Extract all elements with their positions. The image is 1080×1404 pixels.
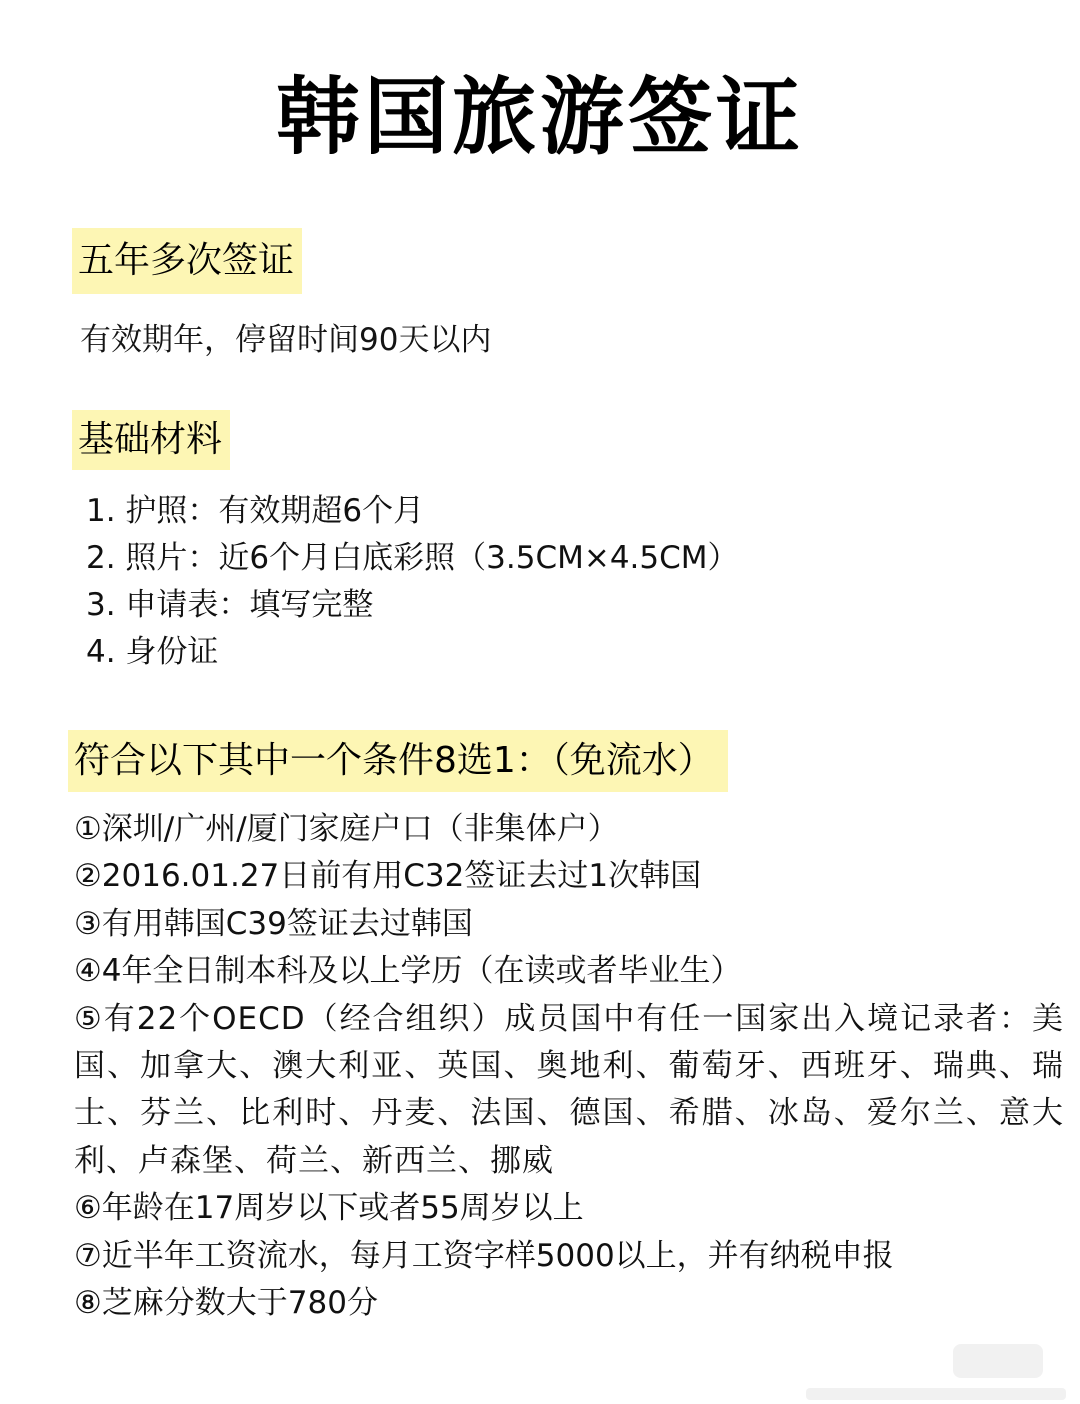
section-heading-conditions: 符合以下其中一个条件8选1：（免流水） bbox=[68, 730, 728, 792]
condition-item-3: ③有用韩国C39签证去过韩国 bbox=[74, 905, 473, 942]
section-heading-five-year-visa: 五年多次签证 bbox=[72, 228, 302, 294]
condition-item-2: ②2016.01.27日前有用C32签证去过1次韩国 bbox=[74, 858, 702, 895]
materials-list bbox=[86, 488, 739, 676]
condition-item-6: ⑥年龄在17周岁以下或者55周岁以上 bbox=[74, 1190, 584, 1227]
materials-item-id-card: 4. 身份证 bbox=[86, 634, 219, 670]
validity-text: 有效期年，停留时间90天以内 bbox=[80, 322, 492, 358]
watermark-text bbox=[806, 1388, 1066, 1400]
section-heading-basic-materials: 基础材料 bbox=[72, 410, 230, 470]
materials-item-application-form: 3. 申请表：填写完整 bbox=[86, 587, 374, 623]
condition-item-1: ①深圳/广州/厦门家庭户口（非集体户） bbox=[74, 811, 619, 847]
conditions-list bbox=[74, 806, 1064, 1327]
materials-item-passport: 1. 护照：有效期超6个月 bbox=[86, 493, 425, 529]
condition-item-8: ⑧芝麻分数大于780分 bbox=[74, 1285, 378, 1322]
materials-item-photo: 2. 照片：近6个月白底彩照（3.5CM×4.5CM） bbox=[86, 540, 739, 576]
watermark-logo bbox=[953, 1344, 1043, 1378]
condition-item-4: ④4年全日制本科及以上学历（在读或者毕业生） bbox=[74, 953, 742, 990]
condition-item-7: ⑦近半年工资流水，每月工资字样5000以上，并有纳税申报 bbox=[74, 1237, 894, 1274]
condition-item-5: ⑤有22个OECD（经合组织）成员国中有任一国家出入境记录者：美国、加拿大、澳大利亚、英国、奥地利、葡萄牙、西班牙、瑞典、瑞士、芬兰、比利时、丹麦、法国、德国、希腊、冰岛、爱尔兰、意大利、卢森堡、荷兰、新西兰、挪威 bbox=[74, 1000, 1064, 1179]
page-title: 韩国旅游签证 bbox=[275, 68, 804, 166]
